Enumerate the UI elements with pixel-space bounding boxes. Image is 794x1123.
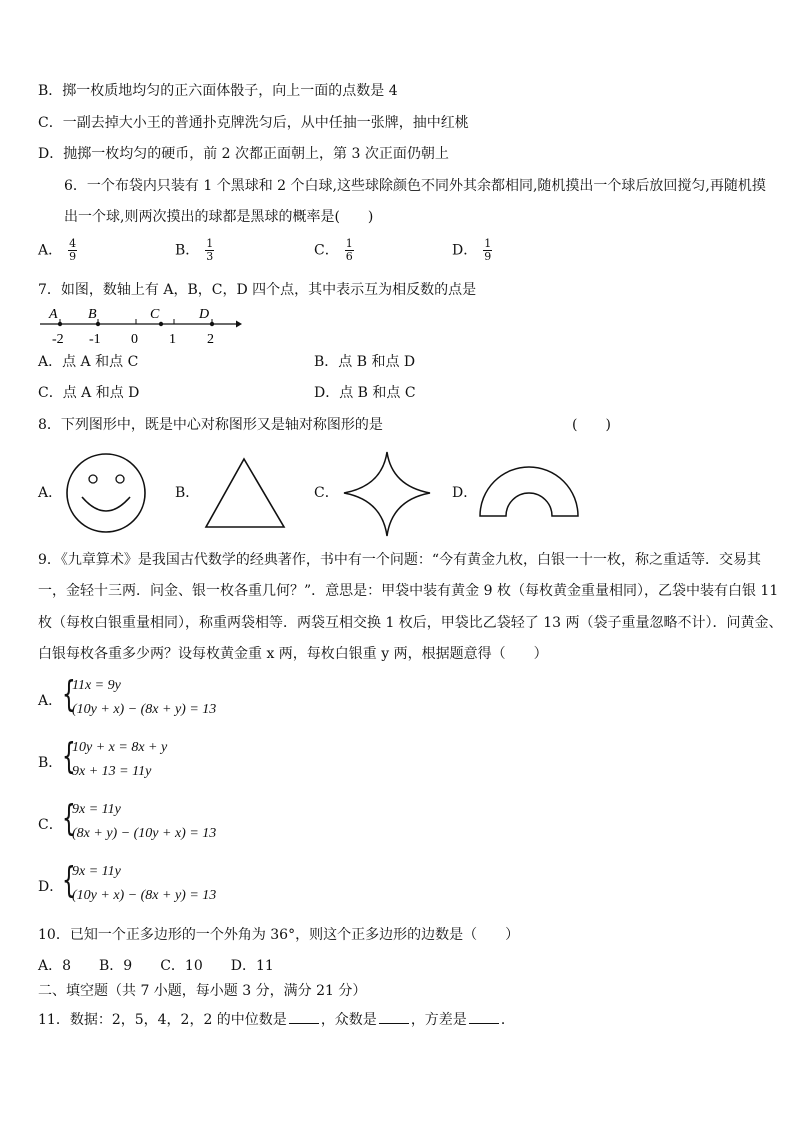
q9-option-c-label: C． xyxy=(38,817,63,833)
option-d-line: D．抛掷一枚均匀的硬币，前 2 次都正面朝上，第 3 次正面仍朝上 xyxy=(38,146,449,162)
q6-option-a xyxy=(38,238,77,263)
q11-part-4: ． xyxy=(500,1012,515,1028)
q11-part-2: ，众数是 xyxy=(320,1012,377,1028)
question-9-line-4: 白银每枚各重多少两？设每枚黄金重 x 两，每枚白银重 y 两，根据题意得（ ） xyxy=(38,646,548,662)
q6-option-c-label: C． xyxy=(314,242,339,259)
q9-option-d-system xyxy=(62,862,262,910)
q6-option-c-fraction: $\frac{1}{6}$ xyxy=(345,237,353,263)
point-c-dot xyxy=(159,322,163,326)
tick-label-0: 0 xyxy=(131,332,138,347)
q8-label-d: D． xyxy=(452,485,478,501)
q9-option-d-eq1: 9x = 11y xyxy=(72,864,121,879)
q9-option-a-eq1: 11x = 9y xyxy=(72,678,121,693)
q7-option-d: D．点 B 和点 C xyxy=(314,385,416,401)
q6-option-b xyxy=(175,238,214,263)
q6-option-d-fraction: $\frac{1}{9}$ xyxy=(484,237,492,263)
q9-option-b-label: B． xyxy=(38,755,63,771)
question-6-line-2: 出一个球,则两次摸出的球都是黑球的概率是( ) xyxy=(64,209,374,225)
q8-label-a: A． xyxy=(38,485,63,501)
tick-label-minus-2: -2 xyxy=(52,332,64,347)
variance-answer-blank[interactable] xyxy=(469,1011,499,1024)
question-11 xyxy=(38,1011,515,1029)
question-8-paren: ( ) xyxy=(572,417,611,433)
q9-option-c-eq1: 9x = 11y xyxy=(72,802,121,817)
q6-option-d-label: D． xyxy=(452,242,478,259)
q8-label-b: B． xyxy=(175,485,200,501)
question-9-line-2: 一，金轻十三两．问金、银一枚各重几何？”．意思是：甲袋中装有黄金 9 枚（每枚黄金重量相同），乙袋中装有白银 11 xyxy=(38,583,779,599)
point-a-dot xyxy=(58,322,62,326)
q6-option-c xyxy=(314,238,354,263)
option-b-line: B．掷一枚质地均匀的正六面体骰子，向上一面的点数是 4 xyxy=(38,83,398,99)
q9-option-a-system xyxy=(62,676,262,724)
question-8: 8．下列图形中，既是中心对称图形又是轴对称图形的是 xyxy=(38,417,383,433)
question-6-line-1: 6．一个布袋内只装有 1 个黑球和 2 个白球,这些球除颜色不同外其余都相同,随机摸出一个球后放回搅匀,再随机摸 xyxy=(64,178,766,194)
q9-option-c-eq2: (8x + y) − (10y + x) = 13 xyxy=(72,826,217,841)
q7-option-a: A．点 A 和点 C xyxy=(38,354,139,370)
q6-option-b-fraction: $\frac{1}{3}$ xyxy=(206,237,214,263)
q7-option-c: C．点 A 和点 D xyxy=(38,385,140,401)
four-point-star-shape xyxy=(340,450,434,538)
number-line-figure xyxy=(36,302,246,348)
q9-option-b-system xyxy=(62,738,262,786)
q11-part-1: 11．数据：2，5，4，2，2 的中位数是 xyxy=(38,1012,287,1028)
q9-option-c-system xyxy=(62,800,262,848)
q6-option-b-label: B． xyxy=(175,242,200,259)
question-9-line-1: 9．《九章算术》是我国古代数学的经典著作，书中有一个问题：“今有黄金九枚，白银一十一枚，称之重适等．交易其 xyxy=(38,552,762,568)
q9-option-a-eq2: (10y + x) − (8x + y) = 13 xyxy=(72,702,217,717)
q9-option-b-eq2: 9x + 13 = 11y xyxy=(72,764,152,779)
brace-icon: { xyxy=(62,860,76,901)
section-2-heading: 二、填空题（共 7 小题，每小题 3 分，满分 21 分） xyxy=(38,983,367,999)
question-10: 10．已知一个正多边形的一个外角为 36°，则这个正多边形的边数是（ ） xyxy=(38,927,520,943)
triangle-shape xyxy=(202,455,288,531)
half-ring-shape xyxy=(478,460,580,520)
brace-icon: { xyxy=(62,736,76,777)
point-a-label: A xyxy=(49,307,58,322)
point-b-dot xyxy=(96,322,100,326)
q6-option-d xyxy=(452,238,492,263)
number-line-arrow xyxy=(236,321,242,328)
question-9-line-3: 枚（每枚白银重量相同），称重两袋相等．两袋互相交换 1 枚后，甲袋比乙袋轻了 13 两（袋子重量忽略不计）．问黄金、 xyxy=(38,615,783,631)
q11-part-3: ，方差是 xyxy=(410,1012,467,1028)
smiley-face-shape xyxy=(64,451,150,537)
median-answer-blank[interactable] xyxy=(289,1011,319,1024)
question-7: 7．如图，数轴上有 A，B，C，D 四个点，其中表示互为相反数的点是 xyxy=(38,282,477,298)
q8-label-c: C． xyxy=(314,485,339,501)
mode-answer-blank[interactable] xyxy=(379,1011,409,1024)
tick-label-1: 1 xyxy=(169,332,176,347)
q9-option-b-eq1: 10y + x = 8x + y xyxy=(72,740,168,755)
tick-label-2: 2 xyxy=(207,332,214,347)
point-c-label: C xyxy=(150,307,160,322)
tick-label-minus-1: -1 xyxy=(89,332,101,347)
q9-option-d-label: D． xyxy=(38,879,64,895)
question-10-options: A．8 B．9 C．10 D．11 xyxy=(38,958,274,974)
point-b-label: B xyxy=(88,307,97,322)
brace-icon: { xyxy=(62,674,76,715)
q6-option-a-label: A． xyxy=(38,242,63,259)
q7-option-b: B．点 B 和点 D xyxy=(314,354,416,370)
option-c-line: C．一副去掉大小王的普通扑克牌洗匀后，从中任抽一张牌，抽中红桃 xyxy=(38,115,469,131)
point-d-label: D xyxy=(199,307,210,322)
q9-option-d-eq2: (10y + x) − (8x + y) = 13 xyxy=(72,888,217,903)
point-d-dot xyxy=(210,322,214,326)
q6-option-a-fraction: $\frac{4}{9}$ xyxy=(69,237,77,263)
q9-option-a-label: A． xyxy=(38,693,63,709)
brace-icon: { xyxy=(62,798,76,839)
